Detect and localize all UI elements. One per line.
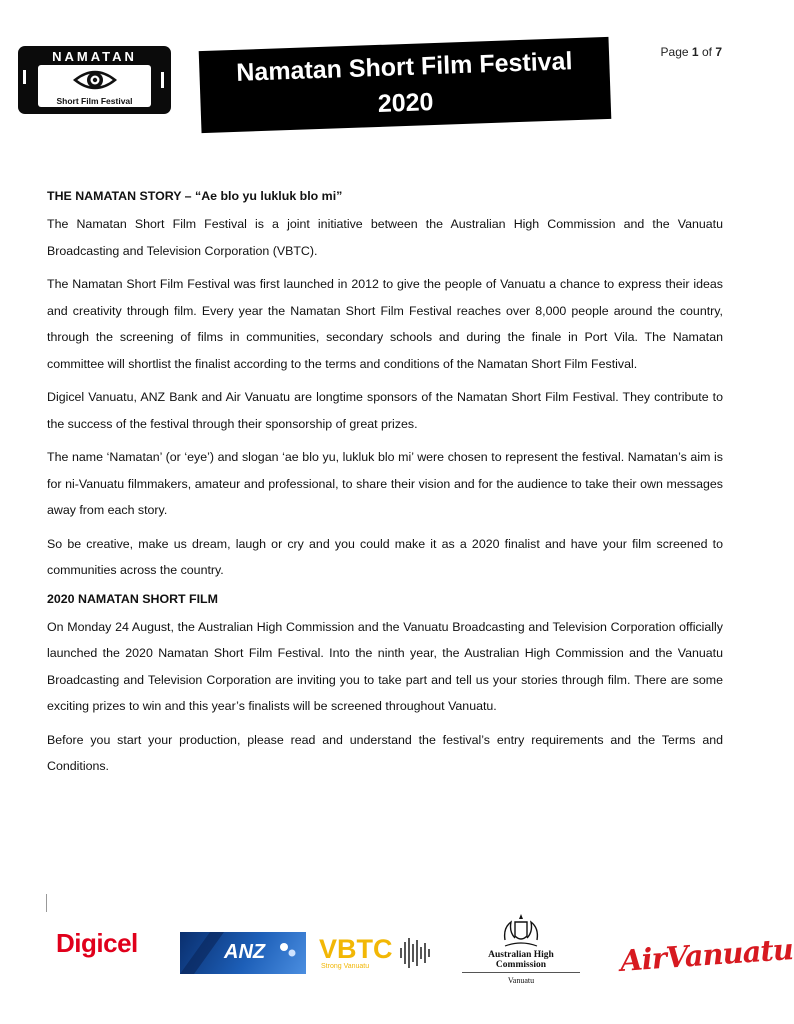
- vbtc-text: VBTC: [319, 934, 393, 964]
- section-heading-story: THE NAMATAN STORY – “Ae blo yu lukluk blo mi”: [47, 189, 343, 203]
- title-line-2: 2020: [377, 88, 434, 118]
- page-number: [661, 45, 722, 59]
- air-vanuatu-logo: AirVanuatu: [619, 932, 794, 978]
- paragraph: On Monday 24 August, the Australian High Commission and the Vanuatu Broadcasting and Television Corporation officially launched the 2020 Namatan Short Film Festival. Into the ninth year, the Australian High Commission and the Vanuatu Broadcasting and Television Corporation are inviting you to take part and tell us your stories through film. There are some exciting prizes to win and this year’s finalists will be screened throughout Vanuatu.: [47, 619, 723, 713]
- paragraph: The name ‘Namatan’ (or ‘eye’) and slogan ‘ae blo yu, lukluk blo mi’ were chosen to represent the festival. Namatan’s aim is for ni-Vanuatu filmmakers, amateur and professional, to share their vision and for the audience to take their own messages away from each story.: [47, 450, 723, 517]
- paragraph: Before you start your production, please read and understand the festival’s entry requirements and the Terms and Conditions.: [47, 732, 723, 773]
- sponsor-logos: [0, 900, 794, 1000]
- australian-high-commission-logo: [462, 910, 580, 986]
- paragraph: The Namatan Short Film Festival is a joint initiative between the Australian High Commission and the Vanuatu Broadcasting and Television Corporation (VBTC).: [47, 217, 723, 258]
- ahc-place: Vanuatu: [507, 976, 535, 985]
- eye-camera-icon: [73, 67, 117, 93]
- digicel-logo: Digicel: [56, 928, 138, 958]
- title-line-1: Namatan Short Film Festival: [235, 47, 573, 87]
- paragraph: So be creative, make us dream, laugh or cry and you could make it as a 2020 finalist and have your film screened to communities across the country.: [47, 536, 723, 577]
- paragraph: The Namatan Short Film Festival was first launched in 2012 to give the people of Vanuatu a chance to express their ideas and creativity through film. Every year the Namatan Short Film Festival reaches over 8,000 people around the country, through the screening of films in communities, secondary schools and during the finale in Port Vila. The Namatan committee will shortlist the finalist according to the terms and conditions of the Namatan Short Film Festival.: [47, 277, 723, 371]
- vbtc-tagline: Strong Vanuatu: [321, 963, 370, 970]
- logo-side-mark-left: [23, 70, 26, 84]
- logo-top-text: NAMATAN: [52, 49, 137, 64]
- festival-title-banner: [199, 37, 612, 133]
- anz-logo: [180, 932, 306, 974]
- coat-of-arms-icon: [499, 910, 543, 950]
- page-total: 7: [715, 45, 722, 59]
- logo-side-mark-right: [161, 72, 164, 88]
- sound-wave-icon: [399, 936, 435, 970]
- logo-sub-text: Short Film Festival: [56, 96, 133, 106]
- ahc-name: Australian High Commission: [462, 950, 580, 973]
- vbtc-logo: [319, 934, 435, 974]
- anz-text: ANZ: [224, 941, 266, 963]
- section-heading-2020: 2020 NAMATAN SHORT FILM: [47, 591, 218, 606]
- document-body: [47, 188, 723, 787]
- namatan-logo: [18, 46, 171, 114]
- page-prefix: Page: [660, 45, 689, 59]
- logo-screen: [38, 65, 151, 107]
- page-current: 1: [691, 45, 699, 59]
- page-of: of: [701, 45, 712, 59]
- paragraph: Digicel Vanuatu, ANZ Bank and Air Vanuatu are longtime sponsors of the Namatan Short Film Festival. They contribute to the success of the festival through their sponsorship of great prizes.: [47, 390, 723, 431]
